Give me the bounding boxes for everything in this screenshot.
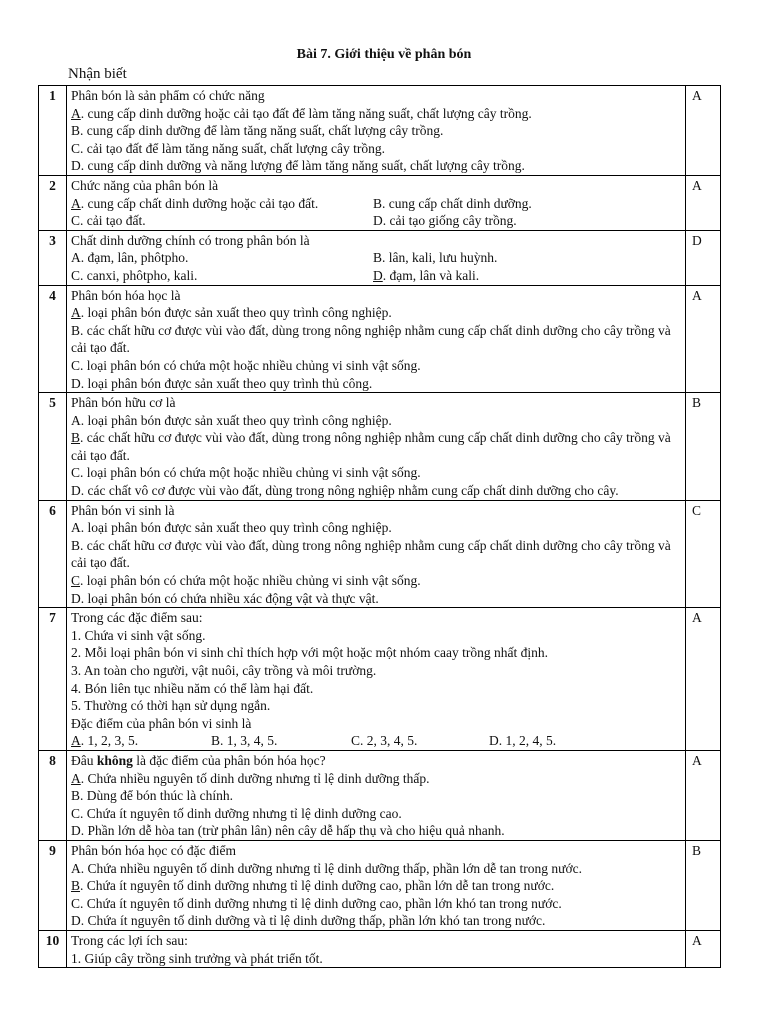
option-d: D. 1, 2, 4, 5. [489, 733, 557, 749]
table-row [39, 608, 721, 751]
question-stem: Phân bón hữu cơ là [71, 395, 176, 411]
list-item: 1. Giúp cây trồng sinh trưởng và phát triển tốt. [71, 950, 323, 966]
option-b: B. cung cấp chất dinh dưỡng. [373, 195, 532, 211]
option-b: B. các chất hữu cơ được vùi vào đất, dùng trong nông nghiệp nhằm cung cấp chất dinh dưỡng cho cây trồng và cải tạo đất. [71, 322, 671, 356]
option-row [71, 732, 681, 750]
option-a: A. Chứa nhiều nguyên tố dinh dưỡng nhưng tỉ lệ dinh dưỡng thấp, phần lớn dễ tan trong nước. [71, 860, 582, 876]
question-number: 2 [39, 175, 67, 230]
option-b: B. 1, 3, 4, 5. [211, 733, 278, 749]
question-content [67, 86, 686, 176]
table-row [39, 86, 721, 176]
question-content [67, 175, 686, 230]
option-row [71, 267, 681, 285]
table-row [39, 500, 721, 608]
option-d: D. các chất vô cơ được vùi vào đất, dùng trong nông nghiệp nhằm cung cấp chất dinh dưỡng cho cây. [71, 483, 619, 499]
option-c: C. canxi, phôtpho, kali. [71, 267, 198, 283]
question-stem: Chức năng của phân bón là [71, 177, 219, 193]
list-item: 2. Mỗi loại phân bón vi sinh chỉ thích hợp với một hoặc một nhóm caay trồng nhất định. [71, 645, 548, 661]
option-row [71, 249, 681, 267]
option-a: A. cung cấp dinh dưỡng hoặc cải tạo đất để làm tăng năng suất, chất lượng cây trồng. [71, 105, 532, 121]
list-item: 1. Chứa vi sinh vật sống. [71, 627, 206, 643]
option-a: A. cung cấp chất dinh dưỡng hoặc cải tạo đất. [71, 195, 319, 211]
table-row [39, 285, 721, 393]
question-prompt: Đặc điểm của phân bón vi sinh là [71, 715, 252, 731]
question-content [67, 285, 686, 393]
option-d: D. cung cấp dinh dưỡng và năng lượng để làm tăng năng suất, chất lượng cây trồng. [71, 158, 525, 174]
question-number: 1 [39, 86, 67, 176]
option-d: D. Chứa ít nguyên tố dinh dưỡng và tỉ lệ dinh dưỡng thấp, phần lớn khó tan trong nước. [71, 913, 546, 929]
option-d: D. đạm, lân và kali. [373, 267, 480, 283]
option-b: B. Chứa ít nguyên tố dinh dưỡng nhưng tỉ lệ dinh dưỡng cao, phần lớn dễ tan trong nước. [71, 878, 555, 894]
question-stem: Phân bón là sản phẩm có chức năng [71, 88, 265, 103]
question-content [67, 500, 686, 608]
question-stem: Phân bón vi sinh là [71, 502, 175, 518]
option-c: C. loại phân bón có chứa một hoặc nhiều chủng vi sinh vật sống. [71, 357, 421, 373]
question-content [67, 840, 686, 930]
table-row [39, 930, 721, 967]
table-row [39, 393, 721, 501]
list-item: 4. Bón liên tục nhiều năm có thể làm hại đất. [71, 680, 314, 696]
answer-key: A [686, 285, 721, 393]
question-table [38, 85, 721, 968]
option-a: A. loại phân bón được sản xuất theo quy trình công nghiệp. [71, 520, 392, 536]
answer-key: A [686, 608, 721, 751]
question-content [67, 750, 686, 840]
option-b: B. các chất hữu cơ được vùi vào đất, dùng trong nông nghiệp nhằm cung cấp chất dinh dưỡng cho cây trồng và cải tạo đất. [71, 430, 671, 463]
option-c: C. cải tạo đất để làm tăng năng suất, chất lượng cây trồng. [71, 140, 385, 156]
answer-key: A [686, 930, 721, 967]
option-c: C. 2, 3, 4, 5. [351, 733, 418, 749]
answer-key: A [686, 750, 721, 840]
question-number: 8 [39, 750, 67, 840]
question-stem: Trong các đặc điểm sau: [71, 610, 203, 626]
page-title: Bài 7. Giới thiệu về phân bón [296, 47, 472, 62]
option-a: A. Chứa nhiều nguyên tố dinh dưỡng nhưng tỉ lệ dinh dưỡng thấp. [71, 770, 430, 786]
option-c: C. loại phân bón có chứa một hoặc nhiều chủng vi sinh vật sống. [71, 573, 421, 589]
question-stem: Chất dinh dưỡng chính có trong phân bón là [71, 232, 310, 248]
question-content [67, 230, 686, 285]
option-d: D. loại phân bón có chứa nhiều xác động vật và thực vật. [71, 590, 379, 606]
section-heading: Nhận biết [68, 66, 127, 82]
answer-key: A [686, 86, 721, 176]
question-number: 6 [39, 500, 67, 608]
question-stem: Phân bón hóa học là [71, 287, 181, 303]
option-b: B. Dùng để bón thúc là chính. [71, 788, 233, 804]
option-b: B. cung cấp dinh dưỡng để làm tăng năng suất, chất lượng cây trồng. [71, 123, 444, 139]
question-number: 10 [39, 930, 67, 967]
question-stem: Trong các lợi ích sau: [71, 932, 188, 948]
answer-key: D [686, 230, 721, 285]
table-row [39, 750, 721, 840]
question-number: 3 [39, 230, 67, 285]
option-d: D. Phần lớn dễ hòa tan (trừ phân lân) nên cây dễ hấp thụ và cho hiệu quả nhanh. [71, 823, 505, 839]
question-number: 9 [39, 840, 67, 930]
option-c: C. cải tạo đất. [71, 213, 146, 229]
answer-key: B [686, 840, 721, 930]
question-content [67, 930, 686, 967]
option-a: A. đạm, lân, phôtpho. [71, 250, 189, 266]
question-stem: Phân bón hóa học có đặc điểm [71, 842, 236, 858]
question-number: 5 [39, 393, 67, 501]
option-b: B. lân, kali, lưu huỳnh. [373, 250, 498, 266]
option-c: C. loại phân bón có chứa một hoặc nhiều chủng vi sinh vật sống. [71, 465, 421, 481]
question-stem: Đâu không là đặc điểm của phân bón hóa học? [71, 752, 326, 768]
table-row [39, 175, 721, 230]
option-d: D. cải tạo giống cây trồng. [373, 213, 517, 229]
option-d: D. loại phân bón được sản xuất theo quy trình thủ công. [71, 375, 373, 391]
answer-key: A [686, 175, 721, 230]
list-item: 5. Thường có thời hạn sử dụng ngắn. [71, 698, 271, 714]
question-content [67, 393, 686, 501]
option-a: A. 1, 2, 3, 5. [71, 733, 139, 749]
option-row [71, 212, 681, 230]
answer-key: C [686, 500, 721, 608]
question-content [67, 608, 686, 751]
table-row [39, 840, 721, 930]
option-row [71, 195, 681, 213]
option-b: B. các chất hữu cơ được vùi vào đất, dùng trong nông nghiệp nhằm cung cấp chất dinh dưỡng cho cây trồng và cải tạo đất. [71, 537, 671, 571]
question-number: 4 [39, 285, 67, 393]
table-row [39, 230, 721, 285]
option-a: A. loại phân bón được sản xuất theo quy trình công nghiệp. [71, 412, 392, 428]
list-item: 3. An toàn cho người, vật nuôi, cây trồng và môi trường. [71, 663, 377, 678]
option-a: A. loại phân bón được sản xuất theo quy trình công nghiệp. [71, 305, 392, 321]
option-c: C. Chứa ít nguyên tố dinh dưỡng nhưng tỉ lệ dinh dưỡng cao. [71, 805, 402, 821]
option-c: C. Chứa ít nguyên tố dinh dưỡng nhưng tỉ lệ dinh dưỡng cao, phần lớn khó tan trong nước. [71, 895, 562, 911]
question-number: 7 [39, 608, 67, 751]
answer-key: B [686, 393, 721, 501]
